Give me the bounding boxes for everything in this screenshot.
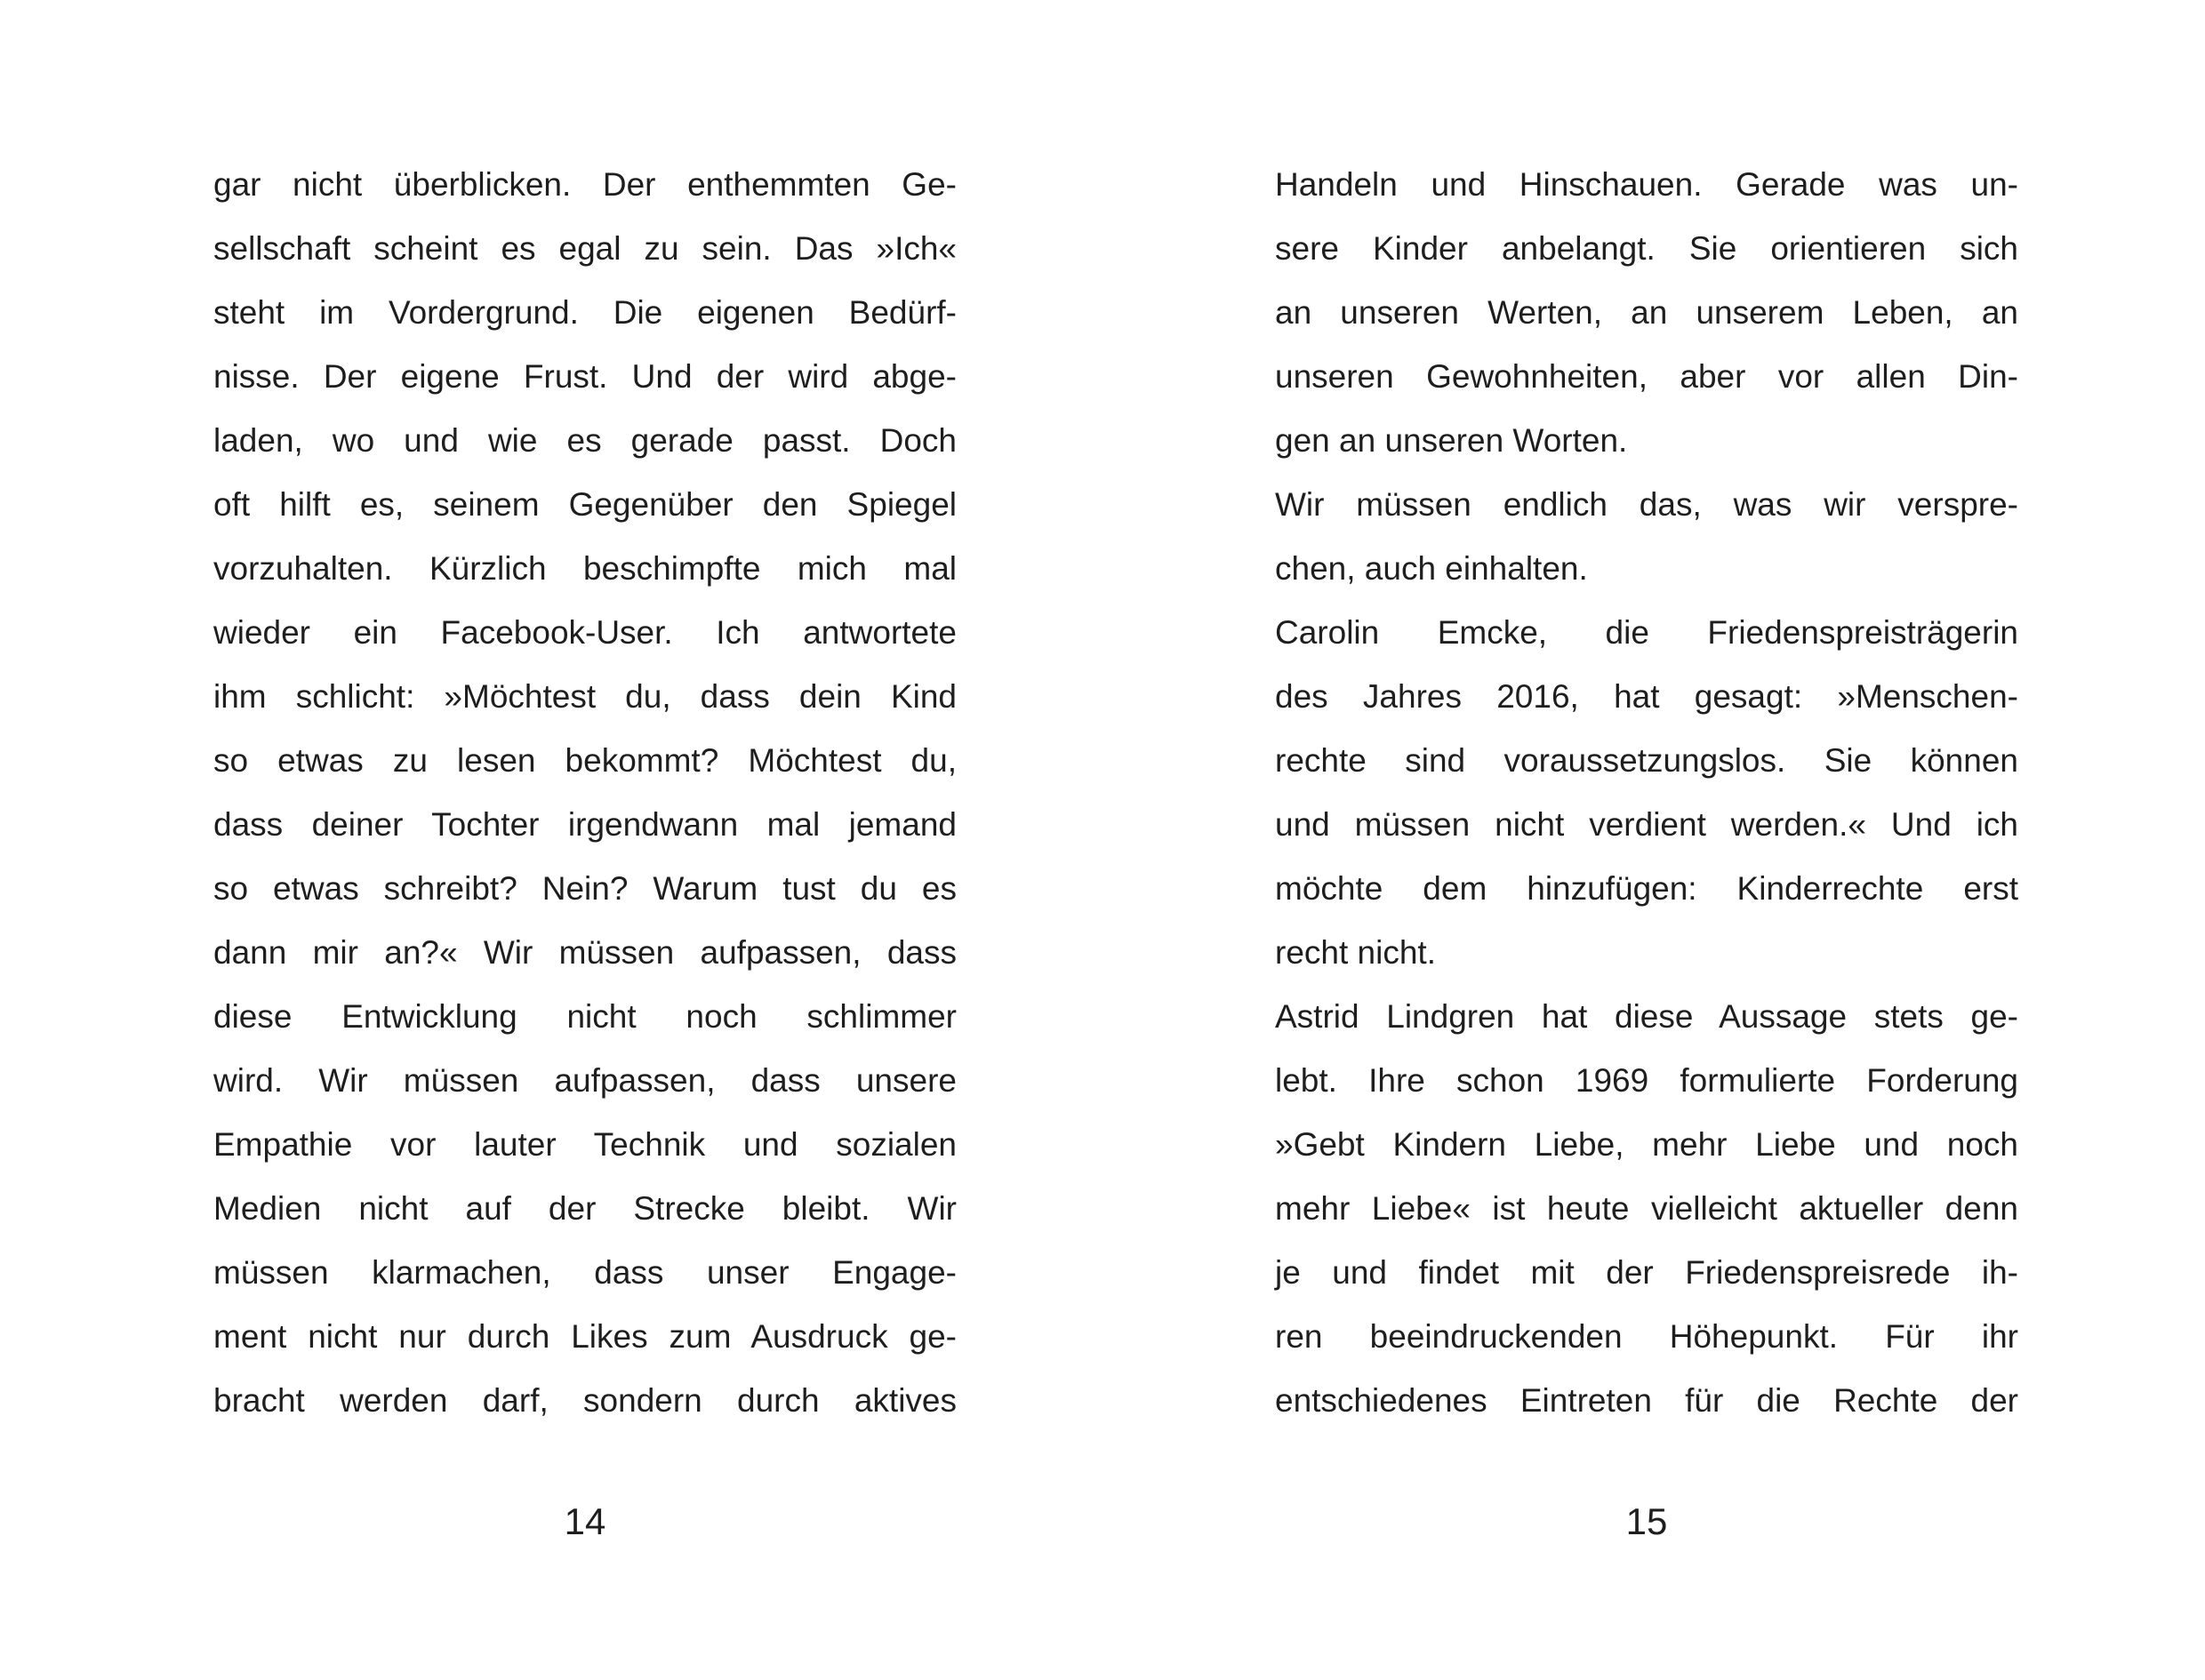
text-line: ren beeindruckenden Höhepunkt. Für ihr [1275, 1318, 2018, 1355]
text-line: Medien nicht auf der Strecke bleibt. Wir [213, 1190, 957, 1227]
text-line: gar nicht überblicken. Der enthemmten Ge- [213, 166, 957, 203]
left-page-text [213, 153, 957, 1433]
text-line: Empathie vor lauter Technik und sozialen [213, 1126, 957, 1163]
text-line: an unseren Werten, an unserem Leben, an [1275, 294, 2018, 331]
text-line: ment nicht nur durch Likes zum Ausdruck ge- [213, 1318, 957, 1355]
text-line: sere Kinder anbelangt. Sie orientieren sich [1275, 230, 2018, 267]
page-number: 15 [1625, 1500, 1668, 1542]
text-line: rechte sind voraussetzungslos. Sie können [1275, 742, 2018, 779]
page-number: 14 [564, 1500, 606, 1542]
text-line: gen an unseren Worten. [1275, 422, 1628, 459]
text-line: Handeln und Hinschauen. Gerade was un- [1275, 166, 2018, 203]
text-line: und müssen nicht verdient werden.« Und ich [1275, 806, 2018, 843]
text-line: mehr Liebe« ist heute vielleicht aktueller denn [1275, 1190, 2018, 1227]
right-page [1102, 0, 2205, 1680]
text-line: des Jahres 2016, hat gesagt: »Menschen- [1275, 678, 2018, 715]
text-line: entschiedenes Eintreten für die Rechte der [1275, 1382, 2018, 1419]
text-line: dass deiner Tochter irgendwann mal jemand [213, 806, 957, 843]
text-line: müssen klarmachen, dass unser Engage- [213, 1254, 957, 1291]
text-line: Astrid Lindgren hat diese Aussage stets ge- [1275, 998, 2018, 1035]
text-line: laden, wo und wie es gerade passt. Doch [213, 422, 957, 459]
text-line: bracht werden darf, sondern durch aktives [213, 1382, 957, 1419]
text-line: Carolin Emcke, die Friedenspreisträgerin [1275, 614, 2018, 651]
text-line: recht nicht. [1275, 934, 1436, 971]
text-line: »Gebt Kindern Liebe, mehr Liebe und noch [1275, 1126, 2018, 1163]
text-line: so etwas zu lesen bekommt? Möchtest du, [213, 742, 957, 779]
right-page-text [1275, 153, 2018, 1433]
text-line: nisse. Der eigene Frust. Und der wird abge- [213, 358, 957, 395]
text-line: lebt. Ihre schon 1969 formulierte Forderung [1275, 1062, 2018, 1099]
text-line: so etwas schreibt? Nein? Warum tust du es [213, 870, 957, 907]
text-line: sellschaft scheint es egal zu sein. Das »Ich« [213, 230, 957, 267]
text-line: oft hilft es, seinem Gegenüber den Spiegel [213, 486, 957, 523]
text-line: chen, auch einhalten. [1275, 550, 1588, 587]
text-line: möchte dem hinzufügen: Kinderrechte erst [1275, 870, 2018, 907]
text-line: je und findet mit der Friedenspreisrede ih- [1275, 1254, 2018, 1291]
text-line: vorzuhalten. Kürzlich beschimpfte mich mal [213, 550, 957, 587]
text-line: steht im Vordergrund. Die eigenen Bedürf- [213, 294, 957, 331]
text-line: unseren Gewohnheiten, aber vor allen Din- [1275, 358, 2018, 395]
text-line: dann mir an?« Wir müssen aufpassen, dass [213, 934, 957, 971]
text-line: wieder ein Facebook-User. Ich antwortete [213, 614, 957, 651]
text-line: Wir müssen endlich das, was wir verspre- [1275, 486, 2018, 523]
text-line: wird. Wir müssen aufpassen, dass unsere [213, 1062, 957, 1099]
text-line: diese Entwicklung nicht noch schlimmer [213, 998, 957, 1035]
text-line: ihm schlicht: »Möchtest du, dass dein Kind [213, 678, 957, 715]
left-page [0, 0, 1102, 1680]
